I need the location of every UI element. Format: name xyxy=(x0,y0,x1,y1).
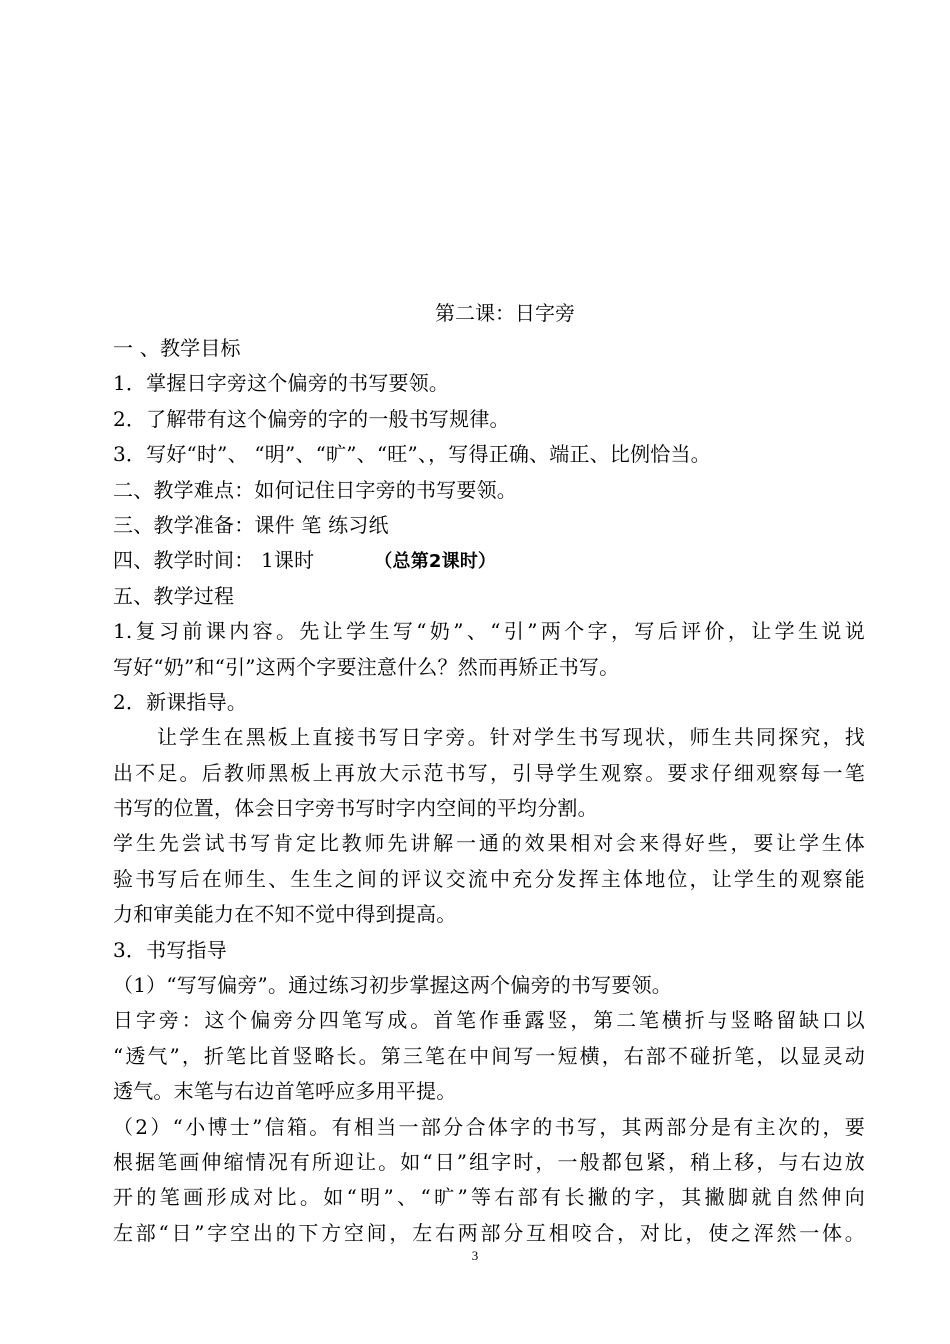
goal-item: 1．掌握日字旁这个偏旁的书写要领。 xyxy=(113,371,450,396)
step3-heading: 3．书写指导 xyxy=(113,937,227,962)
goals-heading: 一 、教学目标 xyxy=(113,336,241,360)
preparation-line: 三、教学准备：课件 笔 练习纸 xyxy=(113,512,389,537)
difficulty-line: 二、教学难点：如何记住日字旁的书写要领。 xyxy=(113,477,517,502)
paragraph-line: 1.复习前课内容。先让学生写“奶”、“引”两个字，写后评价，让学生说说 xyxy=(113,619,865,644)
lesson-body xyxy=(113,331,865,1251)
paragraph-line: 根据笔画伸缩情况有所迎让。如“日”组字时，一般都包紧，稍上移，与右边放 xyxy=(113,1149,865,1174)
paragraph-line: 开的笔画形成对比。如“明”、“旷”等右部有长撇的字，其撇脚就自然伸向 xyxy=(113,1185,865,1210)
lesson-title: 第二课：日字旁 xyxy=(435,301,575,325)
paragraph-line: 学生先尝试书写肯定比教师先讲解一通的效果相对会来得好些，要让学生体 xyxy=(113,831,865,856)
time-line xyxy=(113,543,865,578)
paragraph-line: 日字旁：这个偏旁分四笔写成。首笔作垂露竖，第二笔横折与竖略留缺口以 xyxy=(113,1008,865,1033)
goal-item: 2．了解带有这个偏旁的字的一般书写规律。 xyxy=(113,406,510,431)
paragraph-line: （2）“小博士”信箱。有相当一部分合体字的书写，其两部分是有主次的，要 xyxy=(113,1114,865,1139)
paragraph-line: 力和审美能力在不知不觉中得到提高。 xyxy=(113,902,457,927)
paragraph-line: 透气。末笔与右边首笔呼应多用平提。 xyxy=(113,1079,457,1104)
paragraph-line: 写好“奶”和“引”这两个字要注意什么？然而再矫正书写。 xyxy=(113,654,620,679)
step2-heading: 2．新课指导。 xyxy=(113,689,248,714)
paragraph-line: “透气”，折笔比首竖略长。第三笔在中间写一短横，右部不碰折笔，以显灵动 xyxy=(113,1043,865,1068)
paragraph-line: 验书写后在师生、生生之间的评议交流中充分发挥主体地位，让学生的观察能 xyxy=(113,866,865,891)
page-number: 3 xyxy=(471,1248,479,1263)
paragraph-line: 让学生在黑板上直接书写日字旁。针对学生书写现状，师生共同探究，找 xyxy=(157,725,865,750)
process-heading: 五、教学过程 xyxy=(113,583,235,608)
sub-heading: （1）“写写偏旁”。通过练习初步掌握这两个偏旁的书写要领。 xyxy=(113,973,672,998)
paragraph-line: 出不足。后教师黑板上再放大示范书写，引导学生观察。要求仔细观察每一笔 xyxy=(113,760,865,785)
time-label: 四、教学时间： 1课时 xyxy=(113,548,315,573)
paragraph-line: 书写的位置，体会日字旁书写时字内空间的平均分割。 xyxy=(113,796,598,821)
paragraph-line: 左部“日”字空出的下方空间，左右两部分互相咬合，对比，使之浑然一体。 xyxy=(113,1220,865,1245)
time-total: （总第2课时） xyxy=(374,551,497,573)
goal-item: 3．写好“时”、 “明”、“旷”、“旺”、，写得正确、端正、比例恰当。 xyxy=(113,442,711,467)
